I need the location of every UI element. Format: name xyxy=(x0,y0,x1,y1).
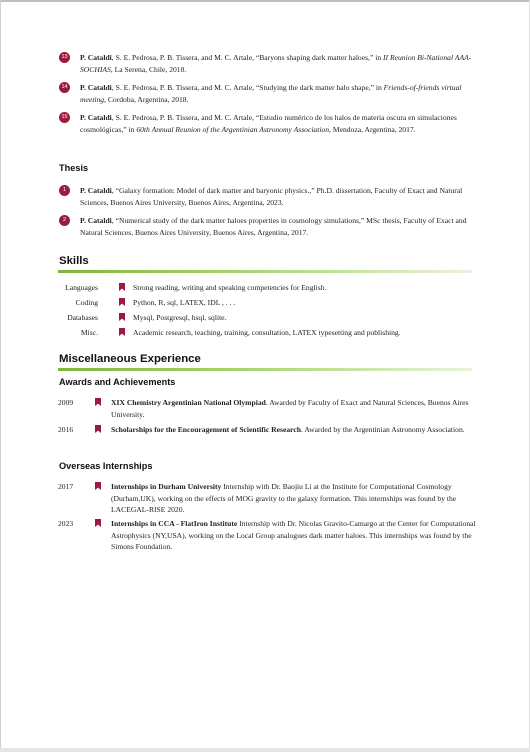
numbered-circle-icon: 14 xyxy=(59,82,70,93)
thesis-author: P. Cataldi xyxy=(80,186,112,195)
skill-value: Python, R, sql, LATEX, IDL , . . . xyxy=(133,298,236,307)
entry-year: 2009 xyxy=(58,398,74,407)
numbered-circle-icon: 2 xyxy=(59,215,70,226)
publication-text: , S. E. Pedrosa, P. B. Tissera, and M. C. Artale, “Baryons shaping dark matter haloes,” in xyxy=(111,53,384,62)
skill-label: Coding xyxy=(75,298,98,307)
thesis-text: , “Numerical study of the dark matter haloes properties in cosmology simulations,” MSc thesis, Faculty of Exact and Natural Sciences, Buenos Aires University, Buenos Aires, Argentina, 2017. xyxy=(80,216,467,237)
skill-label: Databases xyxy=(67,313,98,322)
internship-entry xyxy=(58,481,478,516)
section-rule xyxy=(58,368,472,371)
publication-author: P. Cataldi xyxy=(80,53,112,62)
bookmark-flag-icon xyxy=(95,425,101,433)
internship-text: Internship with Dr. Baojiu Li at the Institute for Computational Cosmology (Durham,UK), working on the effects of MOG gravity to the galaxy formation. This internships was found by the LACEGAL-RISE 2020. xyxy=(111,482,457,514)
publication-text: , S. E. Pedrosa, P. B. Tissera, and M. C. Artale, “Estudio numérico de los halos de materia oscura en simulaciones cosmológicas,” in xyxy=(80,113,457,134)
publication-venue: Friends-of-friends virtual meeting xyxy=(80,83,462,104)
thesis-item xyxy=(60,215,480,239)
publication-item xyxy=(60,52,480,76)
bookmark-flag-icon xyxy=(95,398,101,406)
entry-year: 2023 xyxy=(58,519,74,528)
internship-title: Internships in Durham University xyxy=(111,482,222,491)
award-entry xyxy=(58,397,478,420)
internship-title: Internships in CCA - FlatIron Institute xyxy=(111,519,238,528)
skill-label: Misc. xyxy=(80,328,98,337)
page-border-left xyxy=(0,0,1,752)
awards-heading: Awards and Achievements xyxy=(59,377,176,387)
publication-author: P. Cataldi xyxy=(80,113,112,122)
thesis-text: , “Galaxy formation: Model of dark matter and baryonic physics.,” Ph.D. dissertation, Faculty of Exact and Natural Sciences, Buenos Aires University, Buenos Aires, Argentina, 2023. xyxy=(80,186,463,207)
publication-venue: 60th Annual Reunion of the Argentinian Astronomy Association xyxy=(136,125,330,134)
numbered-circle-icon: 13 xyxy=(59,52,70,63)
thesis-heading: Thesis xyxy=(59,163,89,173)
bookmark-flag-icon xyxy=(119,313,125,321)
bookmark-flag-icon xyxy=(119,283,125,291)
thesis-author: P. Cataldi xyxy=(80,216,112,225)
award-entry xyxy=(58,424,478,436)
skills-heading: Skills xyxy=(59,255,89,267)
publication-text: , Mendoza, Argentina, 2017. xyxy=(329,125,416,134)
skill-label: Languages xyxy=(65,283,98,292)
award-title: XIX Chemistry Argentinian National Olympiad xyxy=(111,398,266,407)
bookmark-flag-icon xyxy=(95,482,101,490)
entry-year: 2017 xyxy=(58,482,74,491)
publication-author: P. Cataldi xyxy=(80,83,112,92)
entry-year: 2016 xyxy=(58,425,74,434)
skill-value: Strong reading, writing and speaking competencies for English. xyxy=(133,283,327,292)
skill-value: Mysql, Postgresql, hsql, sqlite. xyxy=(133,313,227,322)
internship-entry xyxy=(58,518,478,553)
publication-item xyxy=(60,82,480,106)
bookmark-flag-icon xyxy=(95,519,101,527)
internship-text: Internship with Dr. Nicolas Gravito-Camargo at the Center for Computational Astrophysics (NY,USA), working on the Local Group analogues dark matter haloes. This internships was found by the Simons Foundation. xyxy=(111,519,476,551)
award-text: . Awarded by the Argentinian Astronomy Association. xyxy=(300,425,465,434)
thesis-item xyxy=(60,185,480,209)
numbered-circle-icon: 1 xyxy=(59,185,70,196)
publication-venue: II Reunion Bi-National AAA-SOCHIAS xyxy=(80,53,472,74)
publication-text: , La Serena, Chile, 2018. xyxy=(110,65,187,74)
misc-heading: Miscellaneous Experience xyxy=(59,353,201,365)
page-border-bottom xyxy=(0,748,530,752)
bookmark-flag-icon xyxy=(119,328,125,336)
award-text: . Awarded by Faculty of Exact and Natural Sciences, Buenos Aires University. xyxy=(111,398,469,419)
page-border-top xyxy=(0,0,529,2)
section-rule xyxy=(58,270,472,273)
skill-value: Academic research, teaching, training, consultation, LATEX typesetting and publishing. xyxy=(133,328,401,337)
publication-text: , S. E. Pedrosa, P. B. Tissera, and M. C. Artale, “Studying the dark matter halo shape,” in xyxy=(111,83,384,92)
numbered-circle-icon: 15 xyxy=(59,112,70,123)
award-title: Scholarships for the Encouragement of Scientific Research xyxy=(111,425,301,434)
publication-text: , Cordoba, Argentina, 2018. xyxy=(104,95,189,104)
publication-item xyxy=(60,112,480,136)
bookmark-flag-icon xyxy=(119,298,125,306)
overseas-heading: Overseas Internships xyxy=(59,461,153,471)
